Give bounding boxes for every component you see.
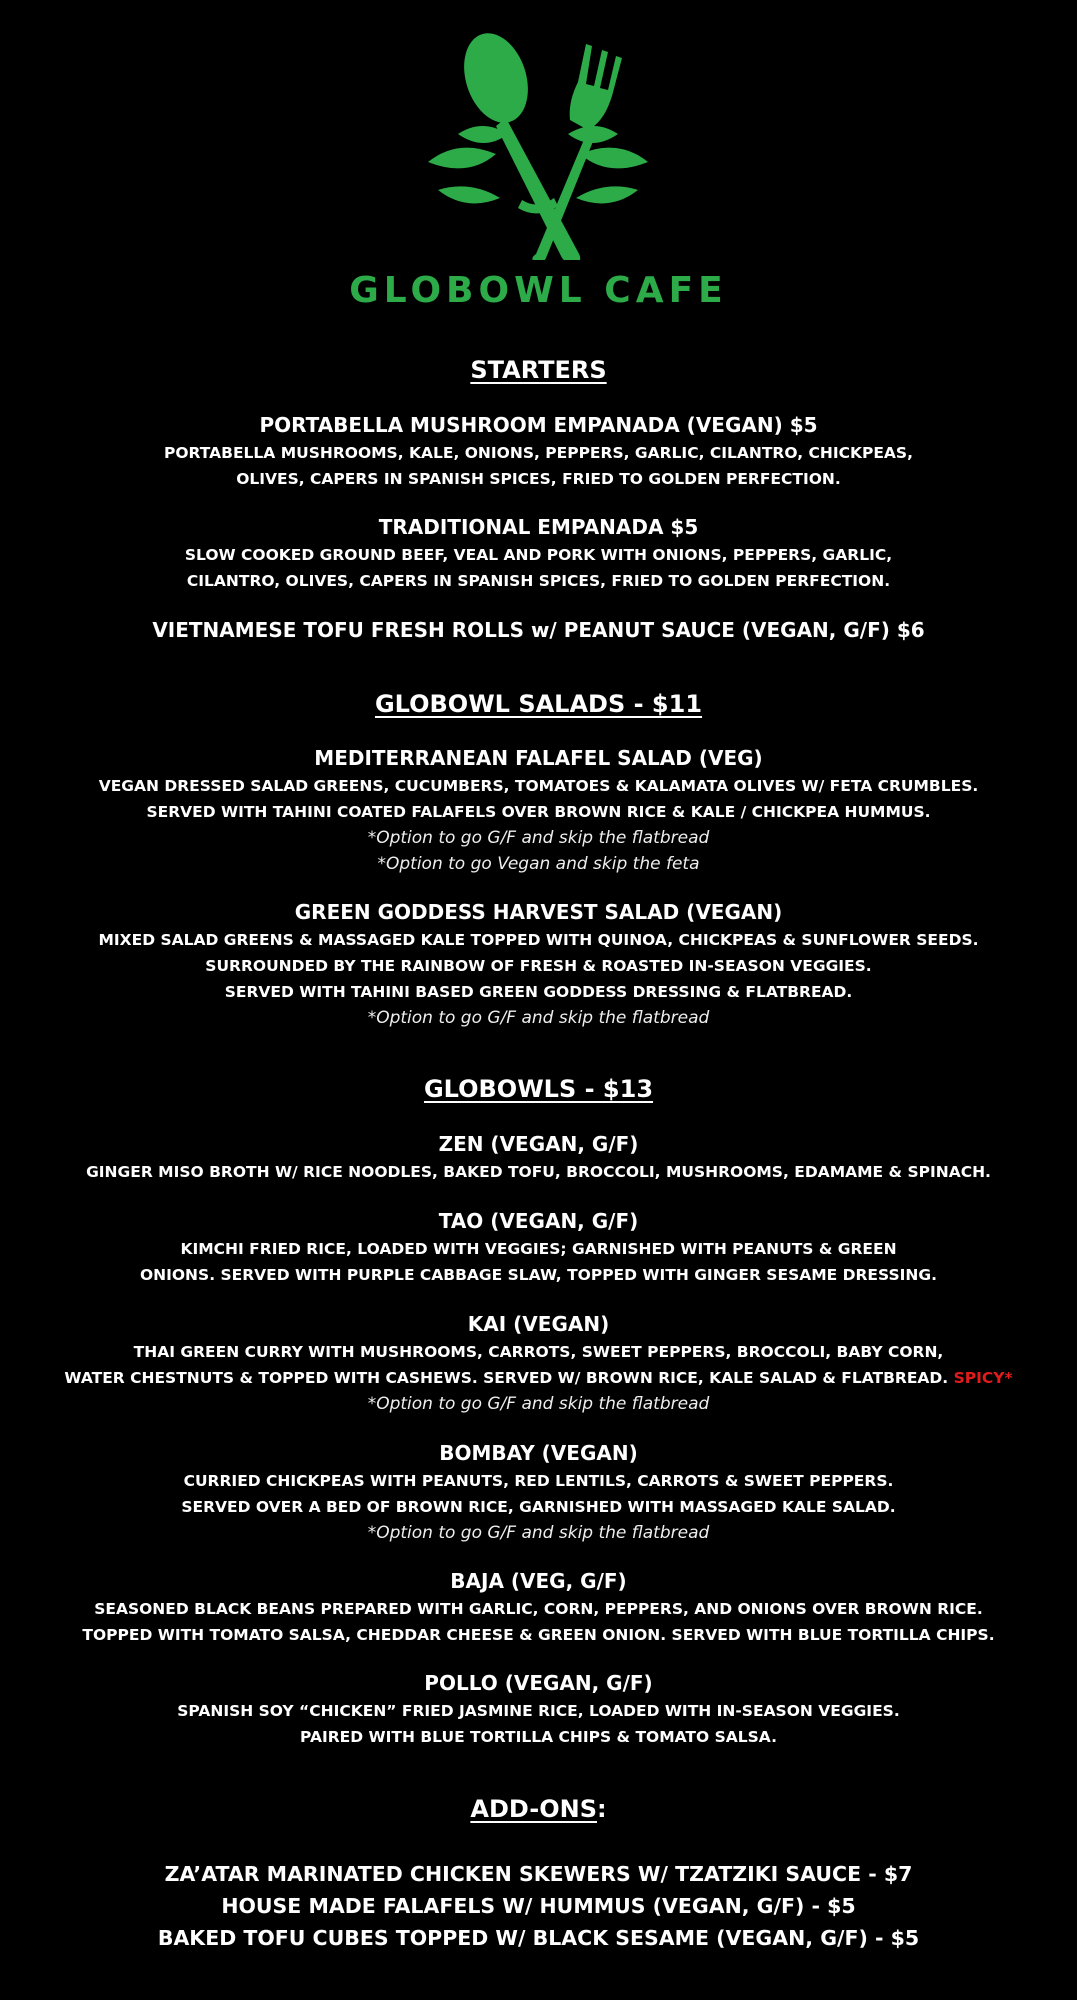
logo xyxy=(0,0,1077,320)
menu-item xyxy=(0,1206,1077,1288)
spoon-fork-leaves-icon xyxy=(418,30,658,260)
item-desc: SEASONED BLACK BEANS PREPARED WITH GARLIC, CORN, PEPPERS, AND ONIONS OVER BROWN RICE. xyxy=(94,1600,983,1618)
item-note: *Option to go G/F and skip the flatbread xyxy=(367,1523,710,1543)
menu-item xyxy=(0,1438,1077,1546)
item-title: KAI (VEGAN) xyxy=(467,1312,610,1336)
menu-item xyxy=(0,1129,1077,1185)
globowls-section xyxy=(0,1075,1077,1103)
menu-item xyxy=(0,512,1077,594)
item-note: *Option to go Vegan and skip the feta xyxy=(377,854,700,874)
item-note: *Option to go G/F and skip the flatbread xyxy=(367,1394,710,1414)
item-title: BAJA (VEG, G/F) xyxy=(450,1569,627,1593)
menu-item xyxy=(0,1566,1077,1648)
item-note: *Option to go G/F and skip the flatbread xyxy=(367,828,710,848)
item-desc: SERVED WITH TAHINI BASED GREEN GODDESS DRESSING & FLATBREAD. xyxy=(224,983,853,1001)
addon-item: BAKED TOFU CUBES TOPPED W/ BLACK SESAME (VEGAN, G/F) - $5 xyxy=(157,1926,920,1950)
salads-section xyxy=(0,690,1077,718)
addon-item: ZA’ATAR MARINATED CHICKEN SKEWERS W/ TZATZIKI SAUCE - $7 xyxy=(164,1862,913,1886)
item-desc-row xyxy=(0,1365,1077,1391)
item-title: BOMBAY (VEGAN) xyxy=(439,1441,638,1465)
item-title: TRADITIONAL EMPANADA $5 xyxy=(378,515,699,539)
item-note: *Option to go G/F and skip the flatbread xyxy=(367,1008,710,1028)
item-desc: VEGAN DRESSED SALAD GREENS, CUCUMBERS, TOMATOES & KALAMATA OLIVES W/ FETA CRUMBLES. xyxy=(98,777,979,795)
section-title-starters: STARTERS xyxy=(470,356,607,384)
spicy-label: SPICY* xyxy=(953,1369,1013,1387)
menu-item xyxy=(0,897,1077,1031)
item-title: ZEN (VEGAN, G/F) xyxy=(438,1132,639,1156)
menu-item xyxy=(0,1668,1077,1750)
addon-item: HOUSE MADE FALAFELS W/ HUMMUS (VEGAN, G/F) - $5 xyxy=(221,1894,856,1918)
menu-item xyxy=(0,743,1077,877)
item-desc: THAI GREEN CURRY WITH MUSHROOMS, CARROTS, SWEET PEPPERS, BROCCOLI, BABY CORN, xyxy=(133,1343,944,1361)
item-title: POLLO (VEGAN, G/F) xyxy=(424,1671,653,1695)
menu-item xyxy=(0,410,1077,492)
item-desc: KIMCHI FRIED RICE, LOADED WITH VEGGIES; GARNISHED WITH PEANUTS & GREEN xyxy=(180,1240,897,1258)
section-title-salads: GLOBOWL SALADS - $11 xyxy=(374,690,703,718)
item-desc: ONIONS. SERVED WITH PURPLE CABBAGE SLAW, TOPPED WITH GINGER SESAME DRESSING. xyxy=(139,1266,938,1284)
item-desc: SURROUNDED BY THE RAINBOW OF FRESH & ROASTED IN-SEASON VEGGIES. xyxy=(205,957,872,975)
item-desc: SPANISH SOY “CHICKEN” FRIED JASMINE RICE, LOADED WITH IN-SEASON VEGGIES. xyxy=(177,1702,900,1720)
addons-list xyxy=(0,1858,1077,1954)
starters-section xyxy=(0,356,1077,384)
item-desc: SLOW COOKED GROUND BEEF, VEAL AND PORK WITH ONIONS, PEPPERS, GARLIC, xyxy=(184,546,893,564)
addons-title: ADD-ONS xyxy=(470,1795,597,1823)
item-desc: OLIVES, CAPERS IN SPANISH SPICES, FRIED TO GOLDEN PERFECTION. xyxy=(236,470,841,488)
item-desc: GINGER MISO BROTH W/ RICE NOODLES, BAKED TOFU, BROCCOLI, MUSHROOMS, EDAMAME & SPINACH. xyxy=(86,1163,991,1181)
item-title: MEDITERRANEAN FALAFEL SALAD (VEG) xyxy=(314,746,763,770)
item-title: VIETNAMESE TOFU FRESH ROLLS w/ PEANUT SAUCE (VEGAN, G/F) $6 xyxy=(152,618,925,642)
item-desc: CILANTRO, OLIVES, CAPERS IN SPANISH SPICES, FRIED TO GOLDEN PERFECTION. xyxy=(186,572,891,590)
menu-item xyxy=(0,615,1077,645)
menu-item xyxy=(0,1309,1077,1417)
item-title: GREEN GODDESS HARVEST SALAD (VEGAN) xyxy=(294,900,783,924)
item-title: PORTABELLA MUSHROOM EMPANADA (VEGAN) $5 xyxy=(259,413,818,437)
item-desc: CURRIED CHICKPEAS WITH PEANUTS, RED LENTILS, CARROTS & SWEET PEPPERS. xyxy=(183,1472,894,1490)
item-desc: WATER CHESTNUTS & TOPPED WITH CASHEWS. SERVED W/ BROWN RICE, KALE SALAD & FLATBREAD. xyxy=(64,1369,949,1387)
addons-colon: : xyxy=(597,1795,607,1823)
item-desc: TOPPED WITH TOMATO SALSA, CHEDDAR CHEESE & GREEN ONION. SERVED WITH BLUE TORTILLA CHIPS. xyxy=(82,1626,995,1644)
item-title: TAO (VEGAN, G/F) xyxy=(438,1209,639,1233)
brand-name: GLOBOWL CAFE xyxy=(349,270,728,311)
addons-section xyxy=(0,1795,1077,1823)
item-desc: MIXED SALAD GREENS & MASSAGED KALE TOPPED WITH QUINOA, CHICKPEAS & SUNFLOWER SEEDS. xyxy=(98,931,979,949)
section-title-addons xyxy=(0,1795,1077,1823)
item-desc: PORTABELLA MUSHROOMS, KALE, ONIONS, PEPPERS, GARLIC, CILANTRO, CHICKPEAS, xyxy=(164,444,913,462)
section-title-globowls: GLOBOWLS - $13 xyxy=(423,1075,654,1103)
item-desc: SERVED OVER A BED OF BROWN RICE, GARNISHED WITH MASSAGED KALE SALAD. xyxy=(181,1498,896,1516)
item-desc: SERVED WITH TAHINI COATED FALAFELS OVER BROWN RICE & KALE / CHICKPEA HUMMUS. xyxy=(146,803,931,821)
item-desc: PAIRED WITH BLUE TORTILLA CHIPS & TOMATO SALSA. xyxy=(300,1728,777,1746)
